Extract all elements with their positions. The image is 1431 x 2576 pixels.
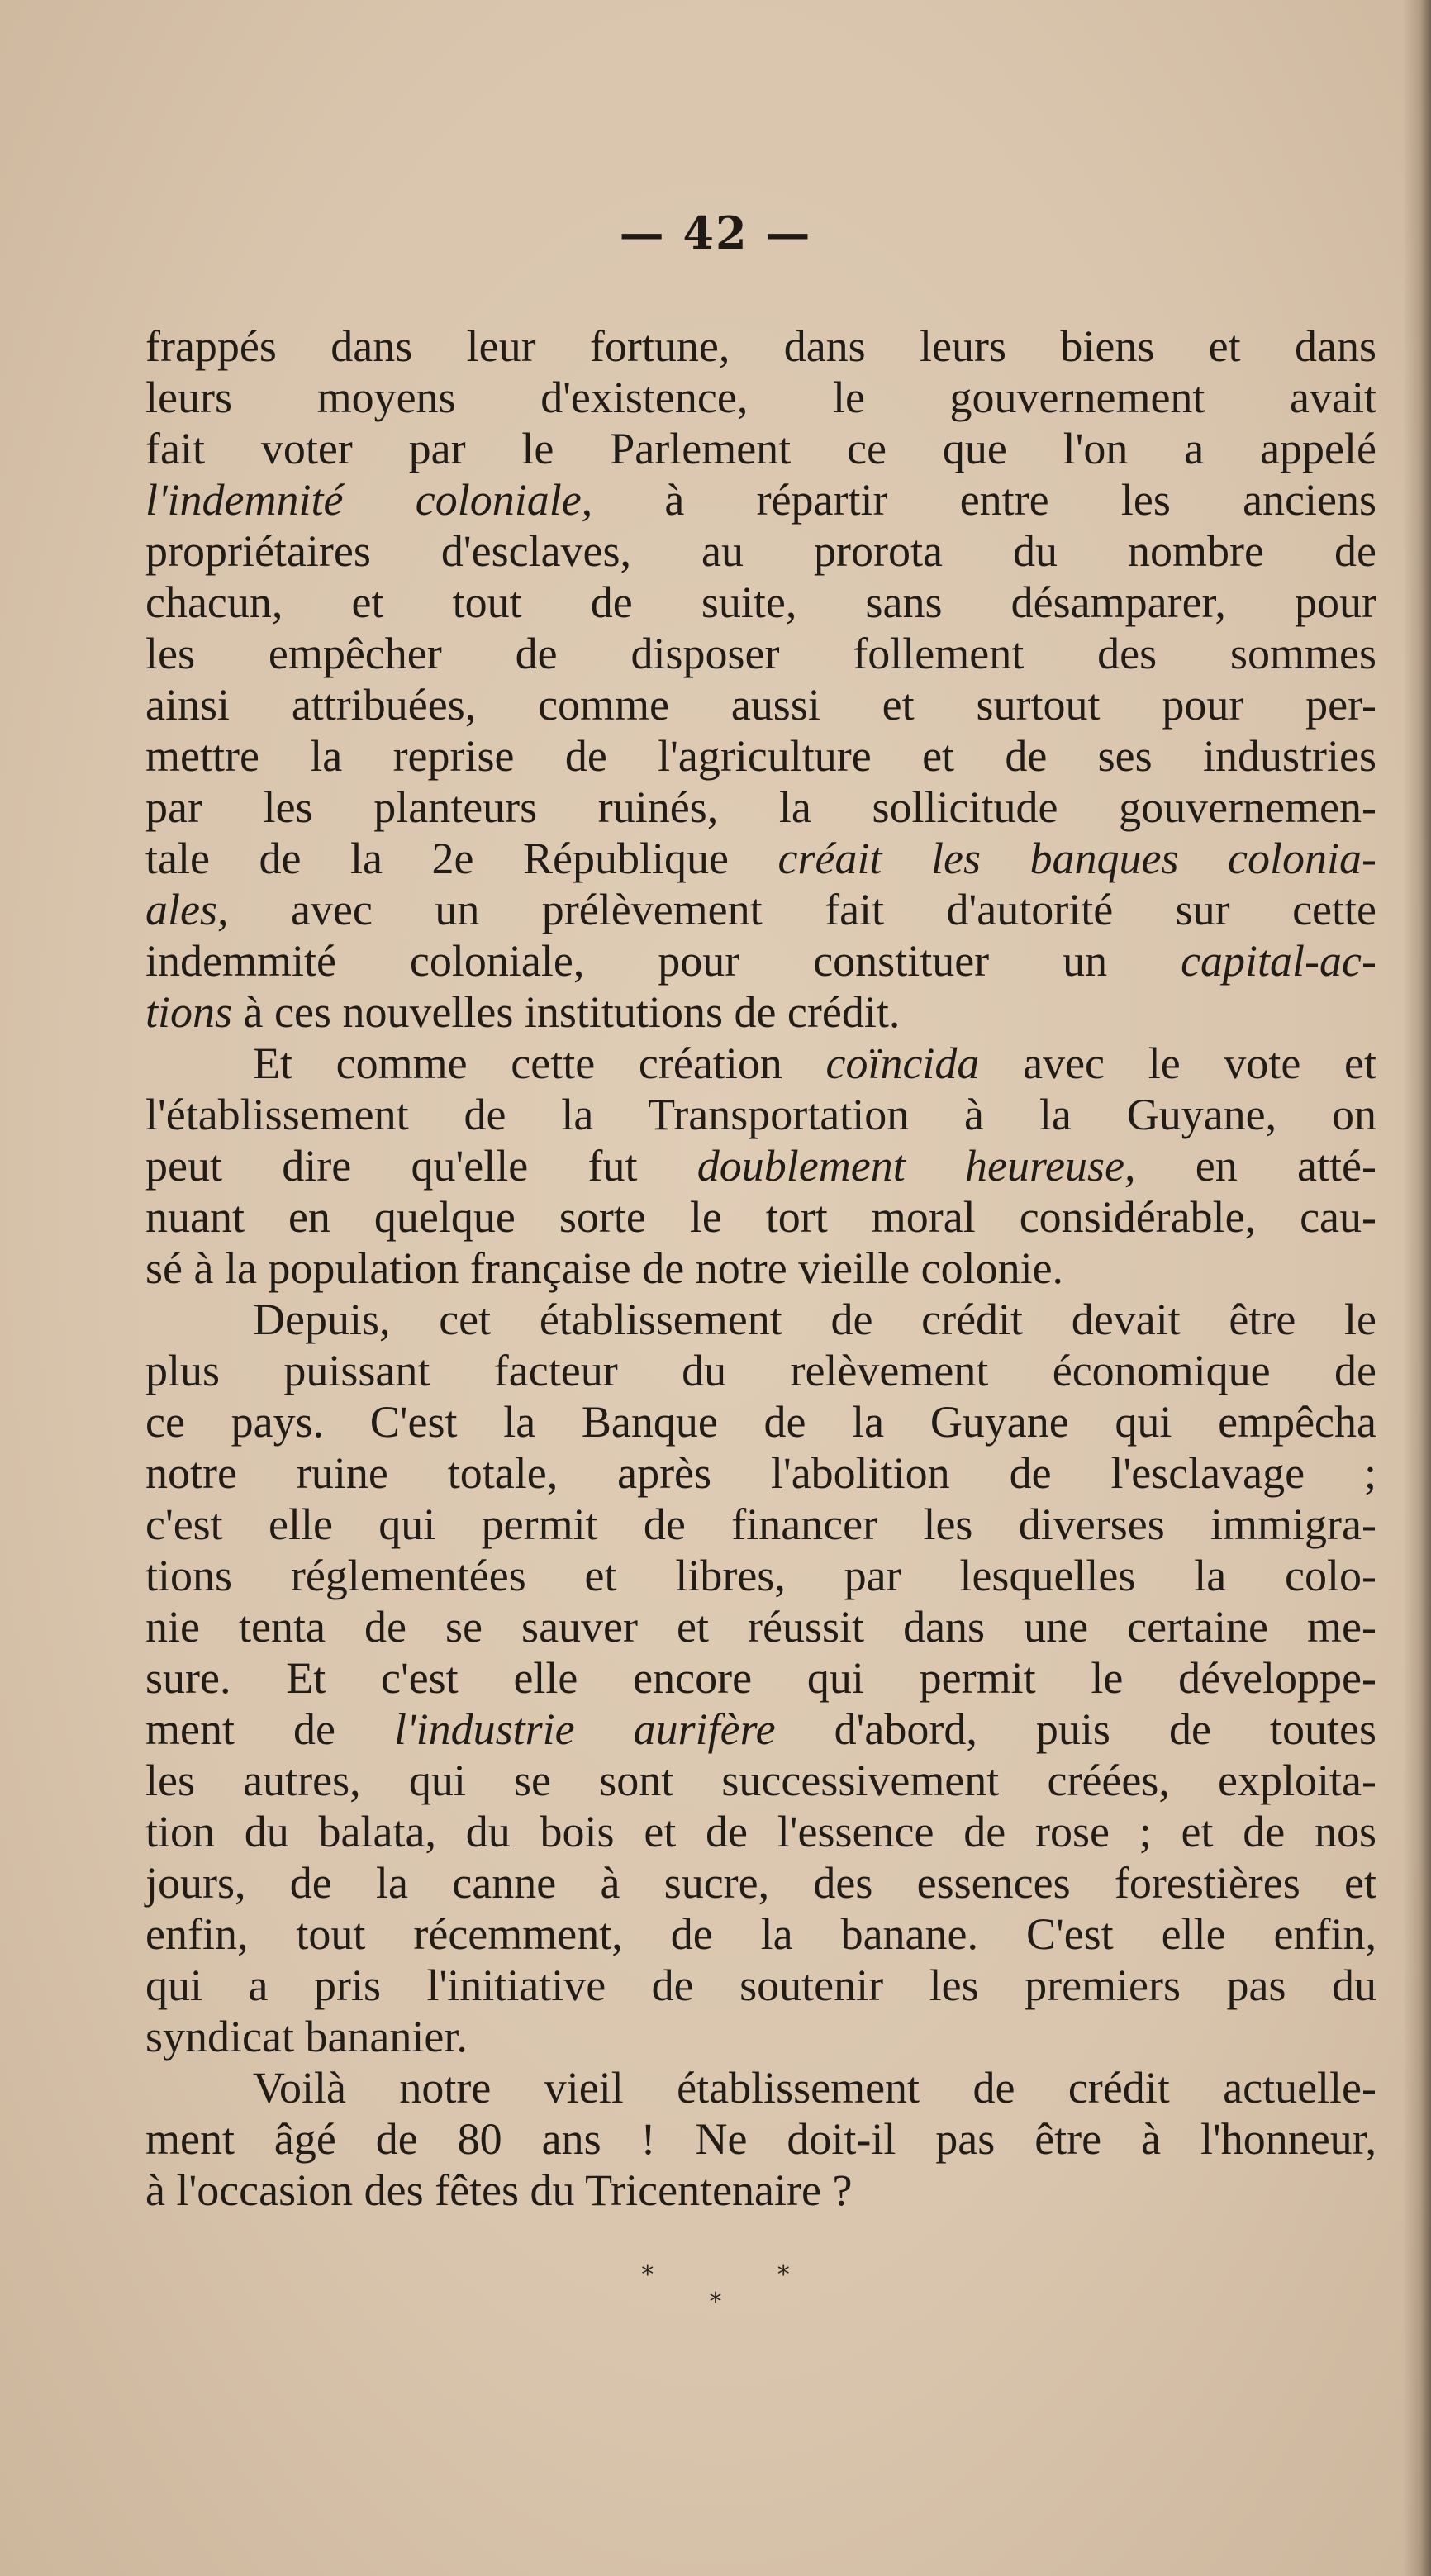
text-run: ce pays. C'est la Banque de la Guyane qui empêcha <box>145 1397 1376 1447</box>
text-line <box>145 1704 1376 1755</box>
text-run: plus puissant facteur du relèvement économique de <box>145 1346 1376 1395</box>
text-line <box>145 884 1376 935</box>
text-run: ainsi attribuées, comme aussi et surtout pour per- <box>145 680 1376 730</box>
paragraph <box>145 2062 1376 2216</box>
text-run: propriétaires d'esclaves, au prorota du nombre de <box>145 526 1376 576</box>
text-line <box>145 474 1376 525</box>
text-run: tion du balata, du bois et de l'essence de rose ; et de nos <box>145 1807 1376 1856</box>
text-line <box>145 1345 1376 1396</box>
italic-run: l'indemnité coloniale, <box>145 475 593 525</box>
text-line <box>145 1806 1376 1857</box>
text-run: l'établissement de la Transportation à la Guyane, on <box>145 1090 1376 1139</box>
text-run: syndicat bananier. <box>145 2012 468 2061</box>
text-line <box>145 1499 1376 1550</box>
text-line <box>145 321 1376 372</box>
body-text <box>145 321 1376 2216</box>
page-edge-shadow <box>1403 0 1431 2576</box>
text-run: Voilà notre vieil établissement de crédit actuelle- <box>253 2063 1376 2113</box>
text-run: ment âgé de 80 ans ! Ne doit-il pas être à l'honneur, <box>145 2114 1376 2164</box>
text-line <box>145 1447 1376 1499</box>
ornament-bottom-row: * <box>709 2288 722 2317</box>
text-line <box>145 1089 1376 1140</box>
text-run: nuant en quelque sorte le tort moral considérable, cau- <box>145 1192 1376 1242</box>
text-line <box>145 833 1376 884</box>
text-line <box>145 1550 1376 1601</box>
italic-run: coïncida <box>825 1038 980 1088</box>
text-line <box>145 372 1376 423</box>
text-run: Et comme cette création <box>253 1038 826 1088</box>
text-line <box>145 2113 1376 2165</box>
italic-run: l'industrie aurifère <box>394 1704 776 1754</box>
text-run: avec un prélèvement fait d'autorité sur cette <box>228 885 1376 934</box>
italic-run: tions <box>145 987 233 1037</box>
italic-run: ales, <box>145 885 229 934</box>
text-run: ment de <box>145 1704 395 1754</box>
text-run: en atté- <box>1135 1141 1376 1191</box>
text-run: c'est elle qui permit de financer les diverses immigra- <box>145 1499 1376 1549</box>
text-line <box>145 935 1376 986</box>
text-run: les empêcher de disposer follement des sommes <box>145 629 1376 678</box>
text-run: chacun, et tout de suite, sans désamparer, pour <box>145 577 1376 627</box>
text-run: leurs moyens d'existence, le gouvernement avait <box>145 373 1376 422</box>
italic-run: créait les banques colonia- <box>777 834 1376 883</box>
text-run: à répartir entre les anciens <box>592 475 1377 525</box>
text-line <box>145 2011 1376 2062</box>
text-line <box>145 1191 1376 1243</box>
text-run: frappés dans leur fortune, dans leurs biens et dans <box>145 321 1376 371</box>
text-line <box>145 1857 1376 1908</box>
asterism-ornament <box>0 2260 1431 2317</box>
italic-run: doublement heureuse, <box>696 1141 1136 1191</box>
text-line <box>145 423 1376 474</box>
text-run: les autres, qui se sont successivement créées, exploita- <box>145 1756 1376 1805</box>
text-line <box>145 525 1376 577</box>
text-line <box>145 1908 1376 1960</box>
text-run: Depuis, cet établissement de crédit devait être le <box>253 1295 1376 1344</box>
text-line <box>145 679 1376 730</box>
text-run: à l'occasion des fêtes du Tricentenaire ? <box>145 2165 853 2215</box>
text-line <box>145 1755 1376 1806</box>
text-line <box>145 1243 1376 1294</box>
text-run: sé à la population française de notre vieille colonie. <box>145 1243 1064 1293</box>
paragraph <box>145 1294 1376 2062</box>
text-run: indemmité coloniale, pour constituer un <box>145 936 1181 986</box>
paragraph <box>145 321 1376 1038</box>
page-number: — 42 — <box>619 207 812 259</box>
text-run: avec le vote et <box>979 1038 1376 1088</box>
text-run: d'abord, puis de toutes <box>775 1704 1376 1754</box>
text-run: peut dire qu'elle fut <box>145 1141 697 1191</box>
text-run: qui a pris l'initiative de soutenir les premiers pas du <box>145 1961 1376 2010</box>
text-line <box>145 1960 1376 2011</box>
text-run: mettre la reprise de l'agriculture et de ses industries <box>145 731 1376 781</box>
text-run: notre ruine totale, après l'abolition de l'esclavage ; <box>145 1448 1376 1498</box>
text-line <box>145 782 1376 833</box>
text-run: par les planteurs ruinés, la sollicitude gouvernemen- <box>145 782 1376 832</box>
text-line <box>145 1038 1376 1089</box>
text-line <box>145 2165 1376 2216</box>
ornament-top-row: * * <box>641 2260 848 2289</box>
text-run: enfin, tout récemment, de la banane. C'est elle enfin, <box>145 1909 1376 1959</box>
text-run: à ces nouvelles institutions de crédit. <box>232 987 901 1037</box>
text-line <box>145 1601 1376 1652</box>
text-run: tale de la 2e République <box>145 834 778 883</box>
text-run: sure. Et c'est elle encore qui permit le développe- <box>145 1653 1376 1703</box>
text-line <box>145 2062 1376 2113</box>
text-line <box>145 1652 1376 1704</box>
text-line <box>145 577 1376 628</box>
text-line <box>145 986 1376 1038</box>
text-line <box>145 1140 1376 1191</box>
text-line <box>145 628 1376 679</box>
italic-run: capital-ac- <box>1181 936 1376 986</box>
text-run: fait voter par le Parlement ce que l'on a appelé <box>145 424 1376 473</box>
paragraph <box>145 1038 1376 1294</box>
text-line <box>145 1396 1376 1447</box>
text-run: tions réglementées et libres, par lesquelles la colo- <box>145 1551 1376 1600</box>
text-run: nie tenta de se sauver et réussit dans une certaine me- <box>145 1602 1376 1652</box>
text-line <box>145 1294 1376 1345</box>
text-line <box>145 730 1376 782</box>
text-run: jours, de la canne à sucre, des essences forestières et <box>145 1858 1376 1908</box>
